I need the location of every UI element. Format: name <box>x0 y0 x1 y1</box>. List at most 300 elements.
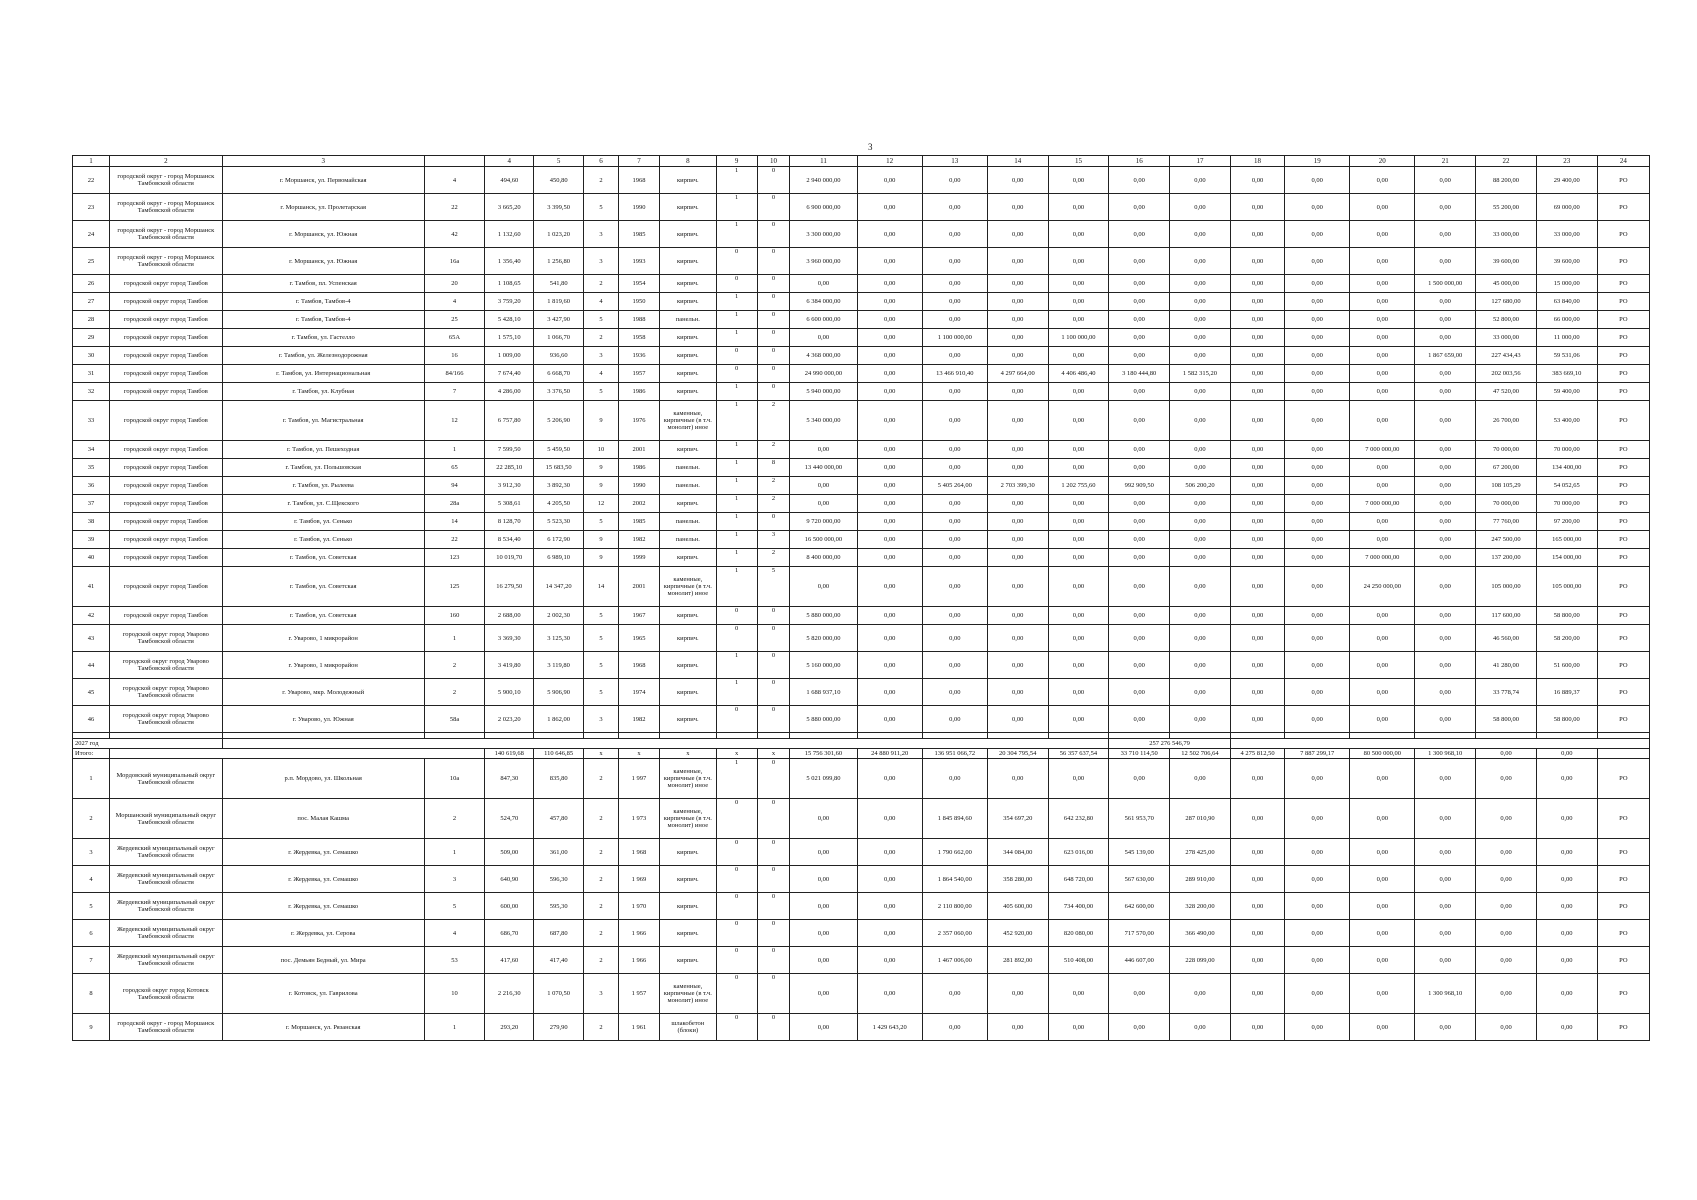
c19-cell: 0,00 <box>1285 866 1350 893</box>
c15-cell: 0,00 <box>1048 567 1109 607</box>
municipality-cell: городской округ - город Моршанск Тамбовской области <box>109 1014 222 1041</box>
funding-source-cell: РО <box>1597 167 1649 194</box>
c16-cell: 0,00 <box>1109 401 1170 441</box>
address-cell: г. Моршанск, ул. Первомайская <box>222 167 424 194</box>
c11-cell: 9 720 000,00 <box>790 513 857 531</box>
c20-cell: 0,00 <box>1350 293 1415 311</box>
c13-cell: 0,00 <box>922 706 987 733</box>
wall-material-cell: панельн. <box>660 513 716 531</box>
row-number-cell: 22 <box>73 167 110 194</box>
c18-cell: 0,00 <box>1230 221 1284 248</box>
table-row <box>73 275 1650 293</box>
c9-cell: 1 <box>716 383 757 401</box>
c9-cell: 1 <box>716 567 757 607</box>
row-number-cell: 4 <box>73 866 110 893</box>
floors-cell: 9 <box>584 531 619 549</box>
funding-source-cell: РО <box>1597 531 1649 549</box>
row-number-cell: 28 <box>73 311 110 329</box>
c20-cell: 0,00 <box>1350 167 1415 194</box>
c21-cell: 0,00 <box>1415 495 1476 513</box>
house-number-cell: 1 <box>424 839 485 866</box>
c9-cell: 1 <box>716 293 757 311</box>
funding-source-cell: РО <box>1597 329 1649 347</box>
c14-cell: 0,00 <box>987 275 1048 293</box>
table-row <box>73 607 1650 625</box>
total-area-cell: 1 009,00 <box>485 347 534 365</box>
municipality-cell: городской округ - город Моршанск Тамбовской области <box>109 248 222 275</box>
c10-cell: 0 <box>757 383 790 401</box>
row-number-cell: 30 <box>73 347 110 365</box>
c12-cell: 0,00 <box>857 567 922 607</box>
municipality-cell: Жердевский муниципальный округ Тамбовской области <box>109 920 222 947</box>
wall-material-cell: панельн. <box>660 477 716 495</box>
c15-cell: 0,00 <box>1048 679 1109 706</box>
c22-cell: 70 000,00 <box>1476 441 1537 459</box>
c23-cell: 105 000,00 <box>1536 567 1597 607</box>
c13-cell: 5 405 264,00 <box>922 477 987 495</box>
c18-cell: 0,00 <box>1230 799 1284 839</box>
row-number-cell: 23 <box>73 194 110 221</box>
floors-cell: 2 <box>584 1014 619 1041</box>
row-number-cell: 6 <box>73 920 110 947</box>
table-row <box>73 194 1650 221</box>
wall-material-cell: панельн. <box>660 311 716 329</box>
c16-cell: 0,00 <box>1109 441 1170 459</box>
address-cell: г. Тамбов, ул. Гастелло <box>222 329 424 347</box>
row-number-cell: 27 <box>73 293 110 311</box>
year-built-cell: 1986 <box>618 459 659 477</box>
c21-cell: 0,00 <box>1415 679 1476 706</box>
total-area-cell: 1 575,10 <box>485 329 534 347</box>
wall-material-cell: кирпич. <box>660 866 716 893</box>
c22-cell: 70 000,00 <box>1476 495 1537 513</box>
floors-cell: 5 <box>584 625 619 652</box>
table-row <box>73 679 1650 706</box>
c22-cell: 41 280,00 <box>1476 652 1537 679</box>
address-cell: г. Уварово, 1 микрорайон <box>222 625 424 652</box>
c17-cell: 228 099,00 <box>1170 947 1231 974</box>
year-built-cell: 1968 <box>618 652 659 679</box>
house-number-cell: 22 <box>424 531 485 549</box>
floors-cell: 5 <box>584 383 619 401</box>
column-number-header <box>73 156 1650 167</box>
total-area-cell: 6 757,80 <box>485 401 534 441</box>
house-number-cell: 4 <box>424 293 485 311</box>
year-built-cell: 1982 <box>618 531 659 549</box>
municipality-cell: городской округ - город Моршанск Тамбовской области <box>109 221 222 248</box>
c10-cell: 0 <box>757 920 790 947</box>
c17-cell: 0,00 <box>1170 329 1231 347</box>
c13-cell: 0,00 <box>922 531 987 549</box>
c11-cell: 5 160 000,00 <box>790 652 857 679</box>
c13-cell: 0,00 <box>922 347 987 365</box>
c9-cell: 0 <box>716 920 757 947</box>
c17-cell: 289 910,00 <box>1170 866 1231 893</box>
c14-cell: 0,00 <box>987 401 1048 441</box>
year-built-cell: 1936 <box>618 347 659 365</box>
c10-cell: 0 <box>757 625 790 652</box>
year-built-cell: 1968 <box>618 167 659 194</box>
funding-source-cell: РО <box>1597 459 1649 477</box>
total-area-cell: 8 128,70 <box>485 513 534 531</box>
c11-cell: 5 021 099,80 <box>790 759 857 799</box>
table-row <box>73 365 1650 383</box>
table-row <box>73 567 1650 607</box>
c18-cell: 0,00 <box>1230 329 1284 347</box>
c12-cell: 1 429 643,20 <box>857 1014 922 1041</box>
floors-cell: 3 <box>584 248 619 275</box>
c10-cell: 2 <box>757 477 790 495</box>
wall-material-cell: кирпич. <box>660 947 716 974</box>
header-cell: 15 <box>1048 156 1109 167</box>
table-row <box>73 759 1650 799</box>
totals-cell: 4 275 812,50 <box>1230 749 1284 759</box>
c9-cell: 1 <box>716 679 757 706</box>
table-row <box>73 706 1650 733</box>
c20-cell: 0,00 <box>1350 365 1415 383</box>
c13-cell: 1 864 540,00 <box>922 866 987 893</box>
c9-cell: 1 <box>716 495 757 513</box>
house-number-cell: 25 <box>424 311 485 329</box>
wall-material-cell: каменные, кирпичные (в т.ч. монолит) иное <box>660 759 716 799</box>
c15-cell: 0,00 <box>1048 221 1109 248</box>
address-cell: г. Моршанск, ул. Рязанская <box>222 1014 424 1041</box>
municipality-cell: городской округ город Котовск Тамбовской области <box>109 974 222 1014</box>
c22-cell: 0,00 <box>1476 947 1537 974</box>
c19-cell: 0,00 <box>1285 549 1350 567</box>
c10-cell: 2 <box>757 549 790 567</box>
c14-cell: 0,00 <box>987 248 1048 275</box>
row-number-cell: 34 <box>73 441 110 459</box>
floors-cell: 10 <box>584 441 619 459</box>
c14-cell: 4 297 664,00 <box>987 365 1048 383</box>
year-built-cell: 1988 <box>618 311 659 329</box>
address-cell: г. Тамбов, пл. Успенская <box>222 275 424 293</box>
total-area-cell: 8 534,40 <box>485 531 534 549</box>
c17-cell: 287 010,90 <box>1170 799 1231 839</box>
c21-cell: 0,00 <box>1415 531 1476 549</box>
address-cell: г. Тамбов, ул. С.Щекского <box>222 495 424 513</box>
c14-cell: 358 280,00 <box>987 866 1048 893</box>
funding-source-cell: РО <box>1597 947 1649 974</box>
c20-cell: 0,00 <box>1350 477 1415 495</box>
c17-cell: 0,00 <box>1170 567 1231 607</box>
total-area-cell: 3 419,80 <box>485 652 534 679</box>
year-built-cell: 1 961 <box>618 1014 659 1041</box>
c11-cell: 0,00 <box>790 477 857 495</box>
total-area-cell: 16 279,50 <box>485 567 534 607</box>
c17-cell: 0,00 <box>1170 513 1231 531</box>
c17-cell: 328 200,00 <box>1170 893 1231 920</box>
header-cell: 11 <box>790 156 857 167</box>
c13-cell: 0,00 <box>922 275 987 293</box>
c15-cell: 0,00 <box>1048 275 1109 293</box>
c16-cell: 0,00 <box>1109 706 1170 733</box>
c23-cell: 58 200,00 <box>1536 625 1597 652</box>
address-cell: г. Тамбов, ул. Пешеходная <box>222 441 424 459</box>
c13-cell: 0,00 <box>922 652 987 679</box>
c16-cell: 0,00 <box>1109 625 1170 652</box>
c10-cell: 0 <box>757 893 790 920</box>
c19-cell: 0,00 <box>1285 401 1350 441</box>
c18-cell: 0,00 <box>1230 893 1284 920</box>
c23-cell: 0,00 <box>1536 799 1597 839</box>
table-row <box>73 531 1650 549</box>
c19-cell: 0,00 <box>1285 607 1350 625</box>
c11-cell: 0,00 <box>790 866 857 893</box>
house-number-cell: 28а <box>424 495 485 513</box>
c23-cell: 134 400,00 <box>1536 459 1597 477</box>
funding-source-cell: РО <box>1597 477 1649 495</box>
c14-cell: 0,00 <box>987 974 1048 1014</box>
living-area-cell: 5 906,90 <box>534 679 584 706</box>
total-area-cell: 5 308,61 <box>485 495 534 513</box>
house-number-cell: 2 <box>424 679 485 706</box>
total-area-cell: 7 599,50 <box>485 441 534 459</box>
c21-cell: 0,00 <box>1415 706 1476 733</box>
total-area-cell: 847,30 <box>485 759 534 799</box>
total-area-cell: 1 108,65 <box>485 275 534 293</box>
c17-cell: 0,00 <box>1170 495 1231 513</box>
funding-source-cell: РО <box>1597 441 1649 459</box>
c10-cell: 0 <box>757 947 790 974</box>
c10-cell: 0 <box>757 329 790 347</box>
floors-cell: 2 <box>584 167 619 194</box>
c17-cell: 0,00 <box>1170 347 1231 365</box>
c18-cell: 0,00 <box>1230 311 1284 329</box>
totals-cell: x <box>716 749 757 759</box>
c17-cell: 0,00 <box>1170 1014 1231 1041</box>
address-cell: г. Уварово, мкр. Молодежный <box>222 679 424 706</box>
table-row <box>73 839 1650 866</box>
c23-cell: 70 000,00 <box>1536 441 1597 459</box>
c14-cell: 0,00 <box>987 759 1048 799</box>
c21-cell: 0,00 <box>1415 759 1476 799</box>
c11-cell: 1 688 937,10 <box>790 679 857 706</box>
total-area-cell: 1 132,60 <box>485 221 534 248</box>
year-built-cell: 1985 <box>618 221 659 248</box>
totals-cell: 12 502 706,64 <box>1170 749 1231 759</box>
c19-cell: 0,00 <box>1285 275 1350 293</box>
totals-cell: 0,00 <box>1536 749 1597 759</box>
c12-cell: 0,00 <box>857 947 922 974</box>
c17-cell: 506 200,20 <box>1170 477 1231 495</box>
c18-cell: 0,00 <box>1230 607 1284 625</box>
c23-cell: 58 800,00 <box>1536 607 1597 625</box>
c10-cell: 0 <box>757 513 790 531</box>
c10-cell: 8 <box>757 459 790 477</box>
c16-cell: 0,00 <box>1109 549 1170 567</box>
c20-cell: 0,00 <box>1350 974 1415 1014</box>
c21-cell: 0,00 <box>1415 625 1476 652</box>
c11-cell: 3 960 000,00 <box>790 248 857 275</box>
c15-cell: 820 080,00 <box>1048 920 1109 947</box>
address-cell: г. Тамбов, ул. Польшовская <box>222 459 424 477</box>
total-area-cell: 3 369,30 <box>485 625 534 652</box>
totals-cell: 110 646,85 <box>534 749 584 759</box>
municipality-cell: городской округ город Тамбов <box>109 567 222 607</box>
c18-cell: 0,00 <box>1230 347 1284 365</box>
c20-cell: 0,00 <box>1350 194 1415 221</box>
c9-cell: 0 <box>716 706 757 733</box>
table-row <box>73 477 1650 495</box>
c23-cell: 39 600,00 <box>1536 248 1597 275</box>
c15-cell: 4 406 486,40 <box>1048 365 1109 383</box>
row-number-cell: 5 <box>73 893 110 920</box>
c19-cell: 0,00 <box>1285 974 1350 1014</box>
address-cell: г. Тамбов, ул. Магистральная <box>222 401 424 441</box>
year-built-cell: 1965 <box>618 625 659 652</box>
c19-cell: 0,00 <box>1285 459 1350 477</box>
total-area-cell: 3 759,20 <box>485 293 534 311</box>
c21-cell: 0,00 <box>1415 513 1476 531</box>
address-cell: г. Тамбов, ул. Советская <box>222 567 424 607</box>
c13-cell: 0,00 <box>922 311 987 329</box>
address-cell: г. Тамбов, ул. Советская <box>222 549 424 567</box>
total-area-cell: 2 688,00 <box>485 607 534 625</box>
funding-source-cell: РО <box>1597 221 1649 248</box>
living-area-cell: 3 399,50 <box>534 194 584 221</box>
c12-cell: 0,00 <box>857 974 922 1014</box>
c21-cell: 1 300 968,10 <box>1415 974 1476 1014</box>
municipality-cell: Моршанский муниципальный округ Тамбовской области <box>109 799 222 839</box>
year-row <box>73 739 1650 749</box>
c13-cell: 0,00 <box>922 167 987 194</box>
c12-cell: 0,00 <box>857 866 922 893</box>
house-number-cell: 123 <box>424 549 485 567</box>
funding-source-cell: РО <box>1597 495 1649 513</box>
c12-cell: 0,00 <box>857 329 922 347</box>
c13-cell: 1 790 662,00 <box>922 839 987 866</box>
c22-cell: 117 600,00 <box>1476 607 1537 625</box>
c9-cell: 0 <box>716 974 757 1014</box>
year-built-cell: 2001 <box>618 441 659 459</box>
house-number-cell: 4 <box>424 167 485 194</box>
municipality-cell: городской округ город Тамбов <box>109 495 222 513</box>
wall-material-cell: шлакобетон (блоки) <box>660 1014 716 1041</box>
row-number-cell: 36 <box>73 477 110 495</box>
c23-cell: 15 000,00 <box>1536 275 1597 293</box>
funding-source-cell: РО <box>1597 866 1649 893</box>
c15-cell: 0,00 <box>1048 347 1109 365</box>
c19-cell: 0,00 <box>1285 531 1350 549</box>
c21-cell: 0,00 <box>1415 293 1476 311</box>
c23-cell: 53 400,00 <box>1536 401 1597 441</box>
year-built-cell: 1957 <box>618 365 659 383</box>
floors-cell: 14 <box>584 567 619 607</box>
funding-source-cell: РО <box>1597 920 1649 947</box>
table-row <box>73 920 1650 947</box>
c21-cell: 0,00 <box>1415 311 1476 329</box>
c16-cell: 0,00 <box>1109 221 1170 248</box>
c15-cell: 0,00 <box>1048 625 1109 652</box>
floors-cell: 12 <box>584 495 619 513</box>
year-built-cell: 1999 <box>618 549 659 567</box>
year-built-cell: 1954 <box>618 275 659 293</box>
address-cell: г. Моршанск, ул. Пролетарская <box>222 194 424 221</box>
header-cell: 9 <box>716 156 757 167</box>
c23-cell: 58 800,00 <box>1536 706 1597 733</box>
c11-cell: 6 900 000,00 <box>790 194 857 221</box>
c19-cell: 0,00 <box>1285 799 1350 839</box>
row-number-cell: 32 <box>73 383 110 401</box>
total-area-cell: 686,70 <box>485 920 534 947</box>
c23-cell: 51 600,00 <box>1536 652 1597 679</box>
c23-cell: 0,00 <box>1536 759 1597 799</box>
address-cell: г. Тамбов, ул. Сенько <box>222 531 424 549</box>
house-number-cell: 65А <box>424 329 485 347</box>
house-number-cell: 20 <box>424 275 485 293</box>
c20-cell: 0,00 <box>1350 531 1415 549</box>
c12-cell: 0,00 <box>857 652 922 679</box>
house-number-cell: 1 <box>424 441 485 459</box>
funding-source-cell: РО <box>1597 275 1649 293</box>
living-area-cell: 450,80 <box>534 167 584 194</box>
totals-cell: 33 710 114,50 <box>1109 749 1170 759</box>
c22-cell: 137 200,00 <box>1476 549 1537 567</box>
c9-cell: 1 <box>716 194 757 221</box>
c22-cell: 26 700,00 <box>1476 401 1537 441</box>
total-area-cell: 293,20 <box>485 1014 534 1041</box>
c16-cell: 545 139,00 <box>1109 839 1170 866</box>
address-cell: г. Тамбов, ул. Интернациональная <box>222 365 424 383</box>
totals-cell: 15 756 301,60 <box>790 749 857 759</box>
c13-cell: 0,00 <box>922 513 987 531</box>
address-cell: г. Уварово, 1 микрорайон <box>222 652 424 679</box>
c11-cell: 0,00 <box>790 947 857 974</box>
c16-cell: 0,00 <box>1109 567 1170 607</box>
c13-cell: 0,00 <box>922 194 987 221</box>
wall-material-cell: кирпич. <box>660 441 716 459</box>
c14-cell: 405 600,00 <box>987 893 1048 920</box>
c20-cell: 0,00 <box>1350 706 1415 733</box>
c19-cell: 0,00 <box>1285 441 1350 459</box>
row-number-cell: 44 <box>73 652 110 679</box>
house-number-cell: 160 <box>424 607 485 625</box>
c17-cell: 0,00 <box>1170 607 1231 625</box>
house-number-cell: 7 <box>424 383 485 401</box>
c19-cell: 0,00 <box>1285 1014 1350 1041</box>
floors-cell: 2 <box>584 947 619 974</box>
c12-cell: 0,00 <box>857 759 922 799</box>
house-number-cell: 12 <box>424 401 485 441</box>
floors-cell: 3 <box>584 706 619 733</box>
c17-cell: 0,00 <box>1170 383 1231 401</box>
total-area-cell: 2 216,30 <box>485 974 534 1014</box>
c18-cell: 0,00 <box>1230 866 1284 893</box>
c9-cell: 1 <box>716 329 757 347</box>
c15-cell: 1 202 755,60 <box>1048 477 1109 495</box>
c18-cell: 0,00 <box>1230 441 1284 459</box>
c19-cell: 0,00 <box>1285 383 1350 401</box>
floors-cell: 3 <box>584 974 619 1014</box>
floors-cell: 2 <box>584 866 619 893</box>
c19-cell: 0,00 <box>1285 293 1350 311</box>
c16-cell: 0,00 <box>1109 167 1170 194</box>
header-cell: 16 <box>1109 156 1170 167</box>
c19-cell: 0,00 <box>1285 759 1350 799</box>
page-number: 3 <box>868 142 873 152</box>
total-area-cell: 600,00 <box>485 893 534 920</box>
c16-cell: 0,00 <box>1109 248 1170 275</box>
c22-cell: 0,00 <box>1476 839 1537 866</box>
floors-cell: 9 <box>584 549 619 567</box>
c11-cell: 5 940 000,00 <box>790 383 857 401</box>
house-number-cell: 5 <box>424 893 485 920</box>
c12-cell: 0,00 <box>857 607 922 625</box>
floors-cell: 5 <box>584 194 619 221</box>
c21-cell: 0,00 <box>1415 799 1476 839</box>
